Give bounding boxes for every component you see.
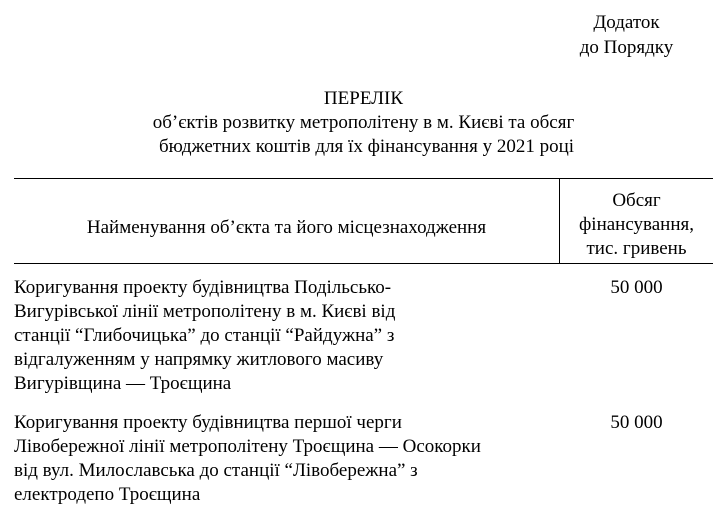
name-line: Коригування проекту будівництва Подільсько- bbox=[14, 277, 392, 298]
document-title bbox=[0, 87, 713, 159]
annex-line-2: до Порядку bbox=[579, 37, 674, 58]
header-object-name: Найменування об’єкта та його місцезнаходження bbox=[14, 179, 560, 263]
header-amount-line-3: тис. гривень bbox=[586, 238, 687, 259]
name-line: Коригування проекту будівництва першої черги bbox=[14, 412, 402, 433]
title-line-2: об’єктів розвитку метрополітену в м. Києві та обсяг bbox=[152, 112, 575, 133]
object-name-cell bbox=[14, 276, 560, 396]
title-heading: ПЕРЕЛІК bbox=[323, 88, 404, 109]
name-line: Вигурівської лінії метрополітену в м. Києві від bbox=[14, 301, 396, 322]
table-row bbox=[14, 264, 713, 396]
name-line: від вул. Милославська до станції “Лівобережна” з bbox=[14, 460, 418, 481]
name-line: відгалуженням у напрямку житлового масиву bbox=[14, 349, 384, 370]
table-header bbox=[14, 179, 713, 264]
header-funding-amount bbox=[560, 179, 713, 263]
name-line: електродепо Троєщина bbox=[14, 484, 201, 505]
name-line: станції “Глибочицька” до станції “Райдужна” з bbox=[14, 325, 395, 346]
table-row bbox=[14, 396, 713, 507]
funding-amount-cell: 50 000 bbox=[610, 412, 663, 433]
funding-table bbox=[14, 178, 713, 507]
annex-label bbox=[540, 10, 713, 60]
annex-line-1: Додаток bbox=[593, 12, 660, 33]
header-amount-line-2: фінансування, bbox=[578, 214, 695, 235]
header-amount-line-1: Обсяг bbox=[612, 190, 661, 211]
name-line: Лівобережної лінії метрополітену Троєщина — Осокорки bbox=[14, 436, 481, 457]
name-line: Вигурівщина — Троєщина bbox=[14, 373, 232, 394]
object-name-cell bbox=[14, 411, 560, 507]
funding-amount-cell: 50 000 bbox=[610, 277, 663, 298]
title-line-3: бюджетних коштів для їх фінансування у 2021 році bbox=[158, 136, 575, 157]
